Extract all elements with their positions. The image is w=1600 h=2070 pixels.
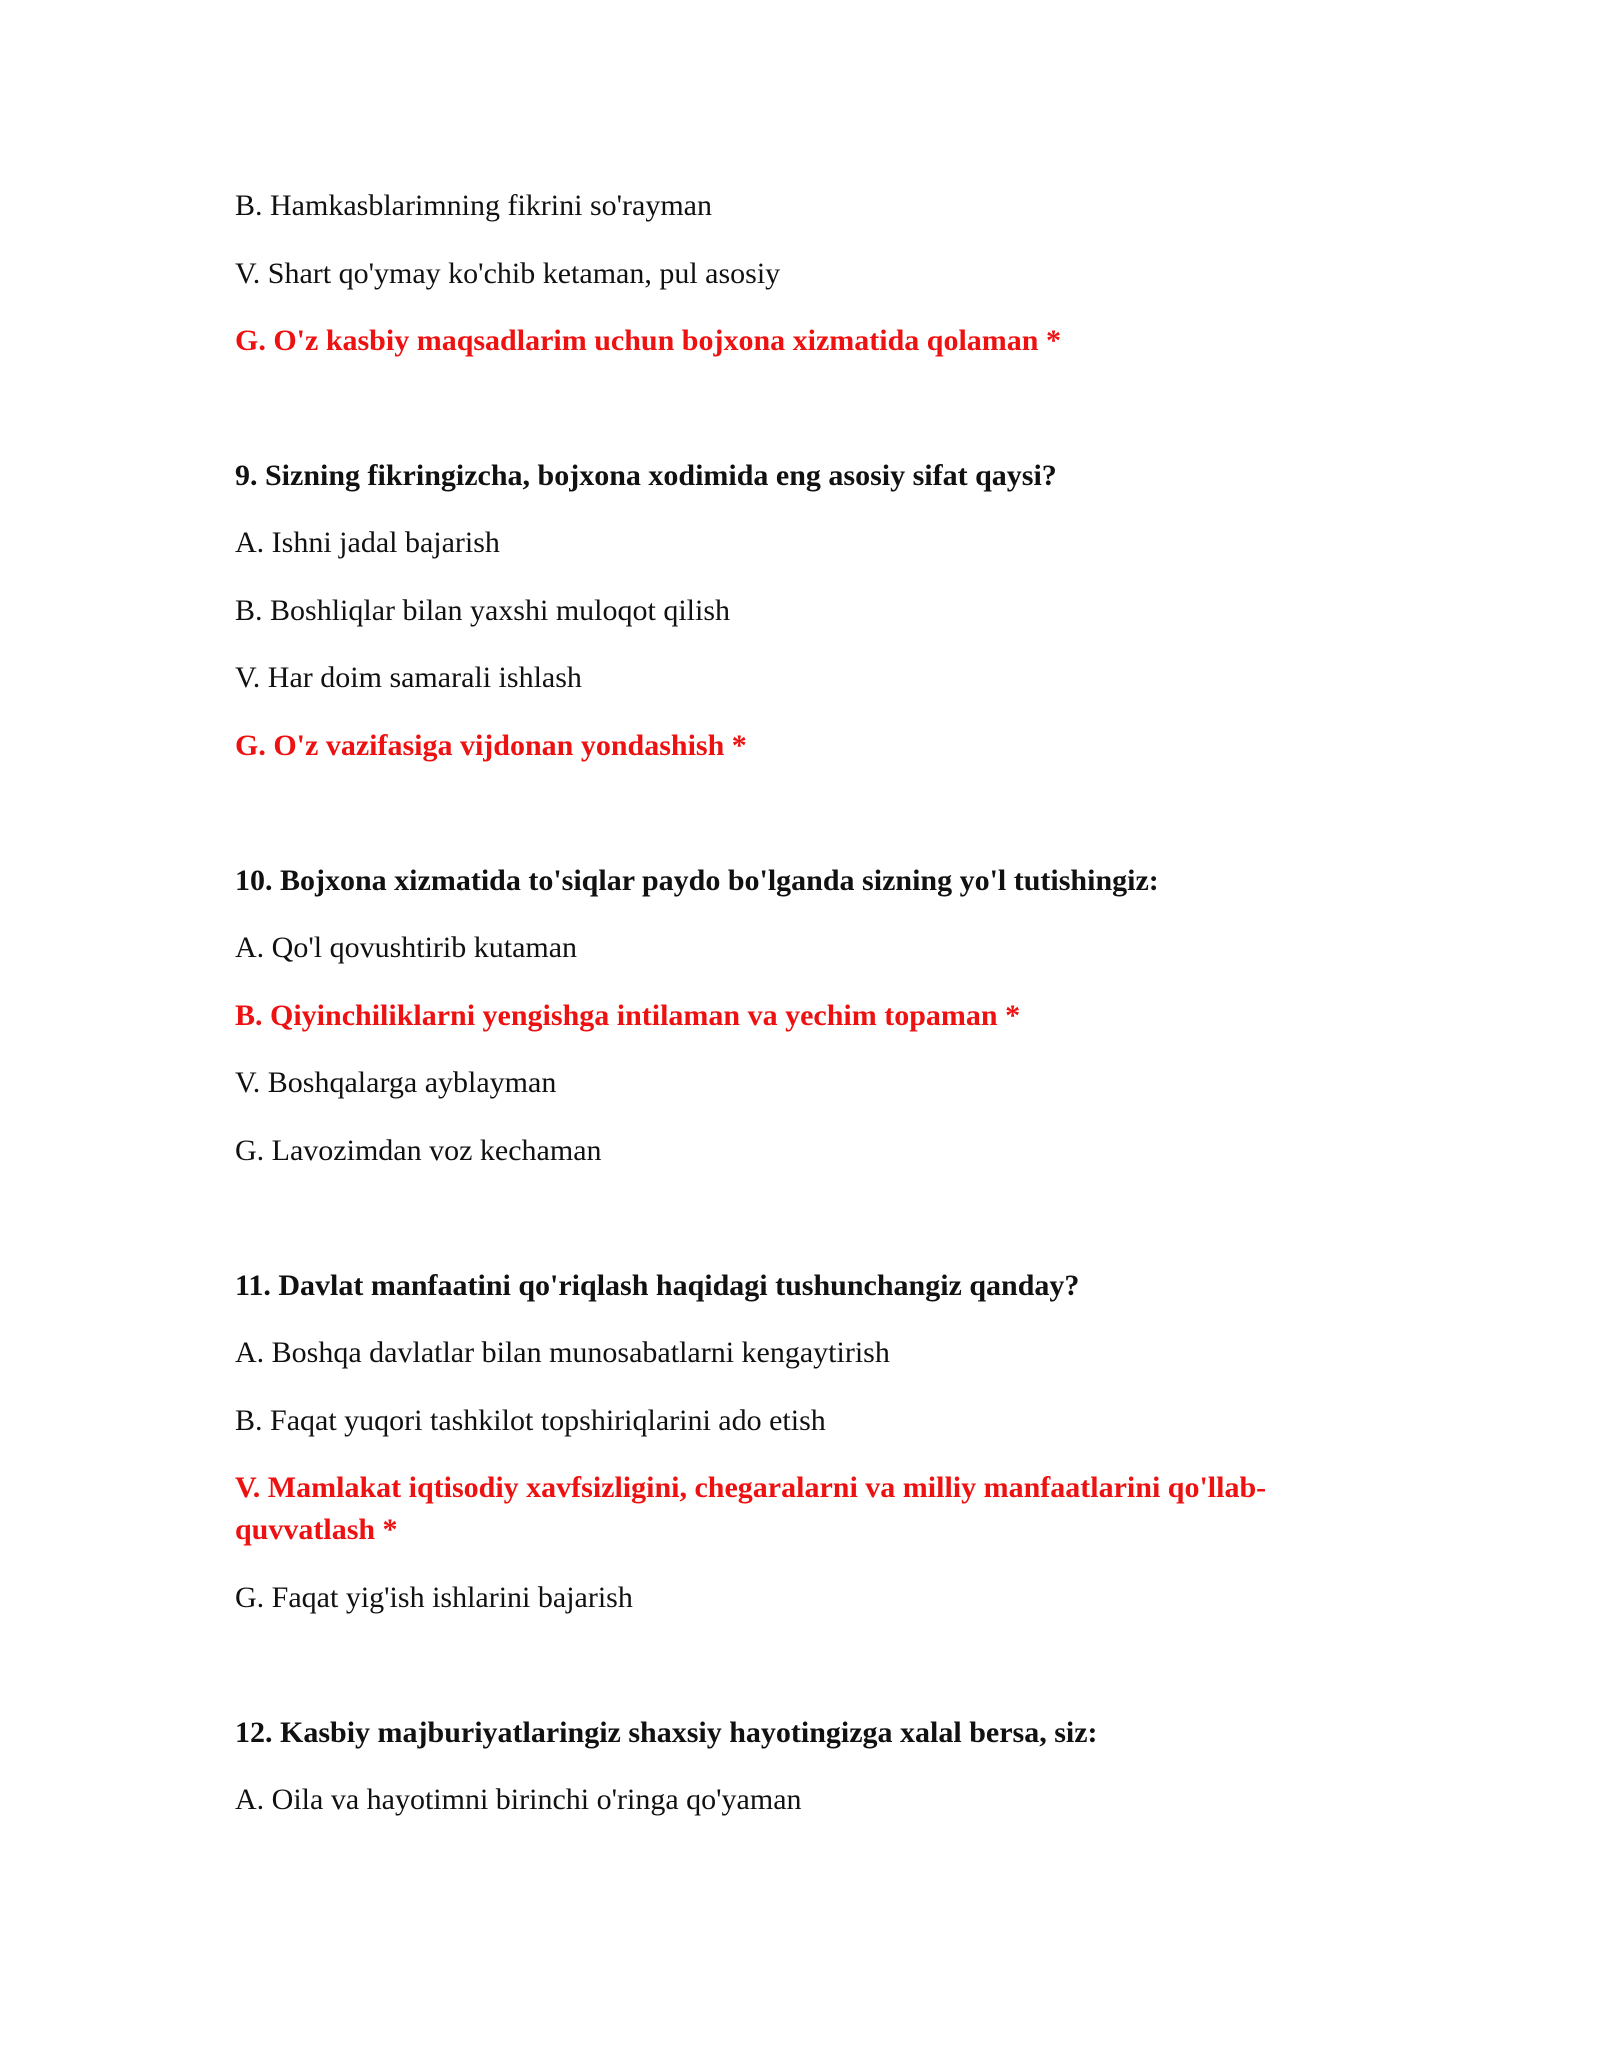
option-10-v: V. Boshqalarga ayblayman — [235, 1066, 557, 1099]
option-11-a: A. Boshqa davlatlar bilan munosabatlarni kengaytirish — [235, 1336, 890, 1369]
option-8-b: B. Hamkasblarimning fikrini so'rayman — [235, 189, 712, 222]
correct-answer-11-v: V. Mamlakat iqtisodiy xavfsizligini, chegaralarni va milliy manfaatlarini qo'llab-quvvatlash * — [235, 1471, 1267, 1546]
question-9: 9. Sizning fikringizcha, bojxona xodimida eng asosiy sifat qaysi? — [235, 459, 1057, 492]
option-9-v: V. Har doim samarali ishlash — [235, 661, 582, 694]
option-9-a: A. Ishni jadal bajarish — [235, 526, 500, 559]
correct-answer-9-g: G. O'z vazifasiga vijdonan yondashish * — [235, 729, 747, 762]
option-11-g: G. Faqat yig'ish ishlarini bajarish — [235, 1581, 633, 1614]
option-10-a: A. Qo'l qovushtirib kutaman — [235, 931, 578, 964]
question-11: 11. Davlat manfaatini qo'riqlash haqidagi tushunchangiz qanday? — [235, 1269, 1080, 1302]
option-8-v: V. Shart qo'ymay ko'chib ketaman, pul asosiy — [235, 257, 781, 290]
option-11-b: B. Faqat yuqori tashkilot topshiriqlarini ado etish — [235, 1404, 826, 1437]
correct-answer-10-b: B. Qiyinchiliklarni yengishga intilaman va yechim topaman * — [235, 999, 1021, 1032]
question-12: 12. Kasbiy majburiyatlaringiz shaxsiy hayotingizga xalal bersa, siz: — [235, 1716, 1098, 1749]
correct-answer-8-g: G. O'z kasbiy maqsadlarim uchun bojxona xizmatida qolaman * — [235, 324, 1061, 357]
question-10: 10. Bojxona xizmatida to'siqlar paydo bo'lganda sizning yo'l tutishingiz: — [235, 864, 1159, 897]
option-9-b: B. Boshliqlar bilan yaxshi muloqot qilish — [235, 594, 730, 627]
option-10-g: G. Lavozimdan voz kechaman — [235, 1134, 602, 1167]
option-12-a: A. Oila va hayotimni birinchi o'ringa qo'yaman — [235, 1783, 802, 1816]
